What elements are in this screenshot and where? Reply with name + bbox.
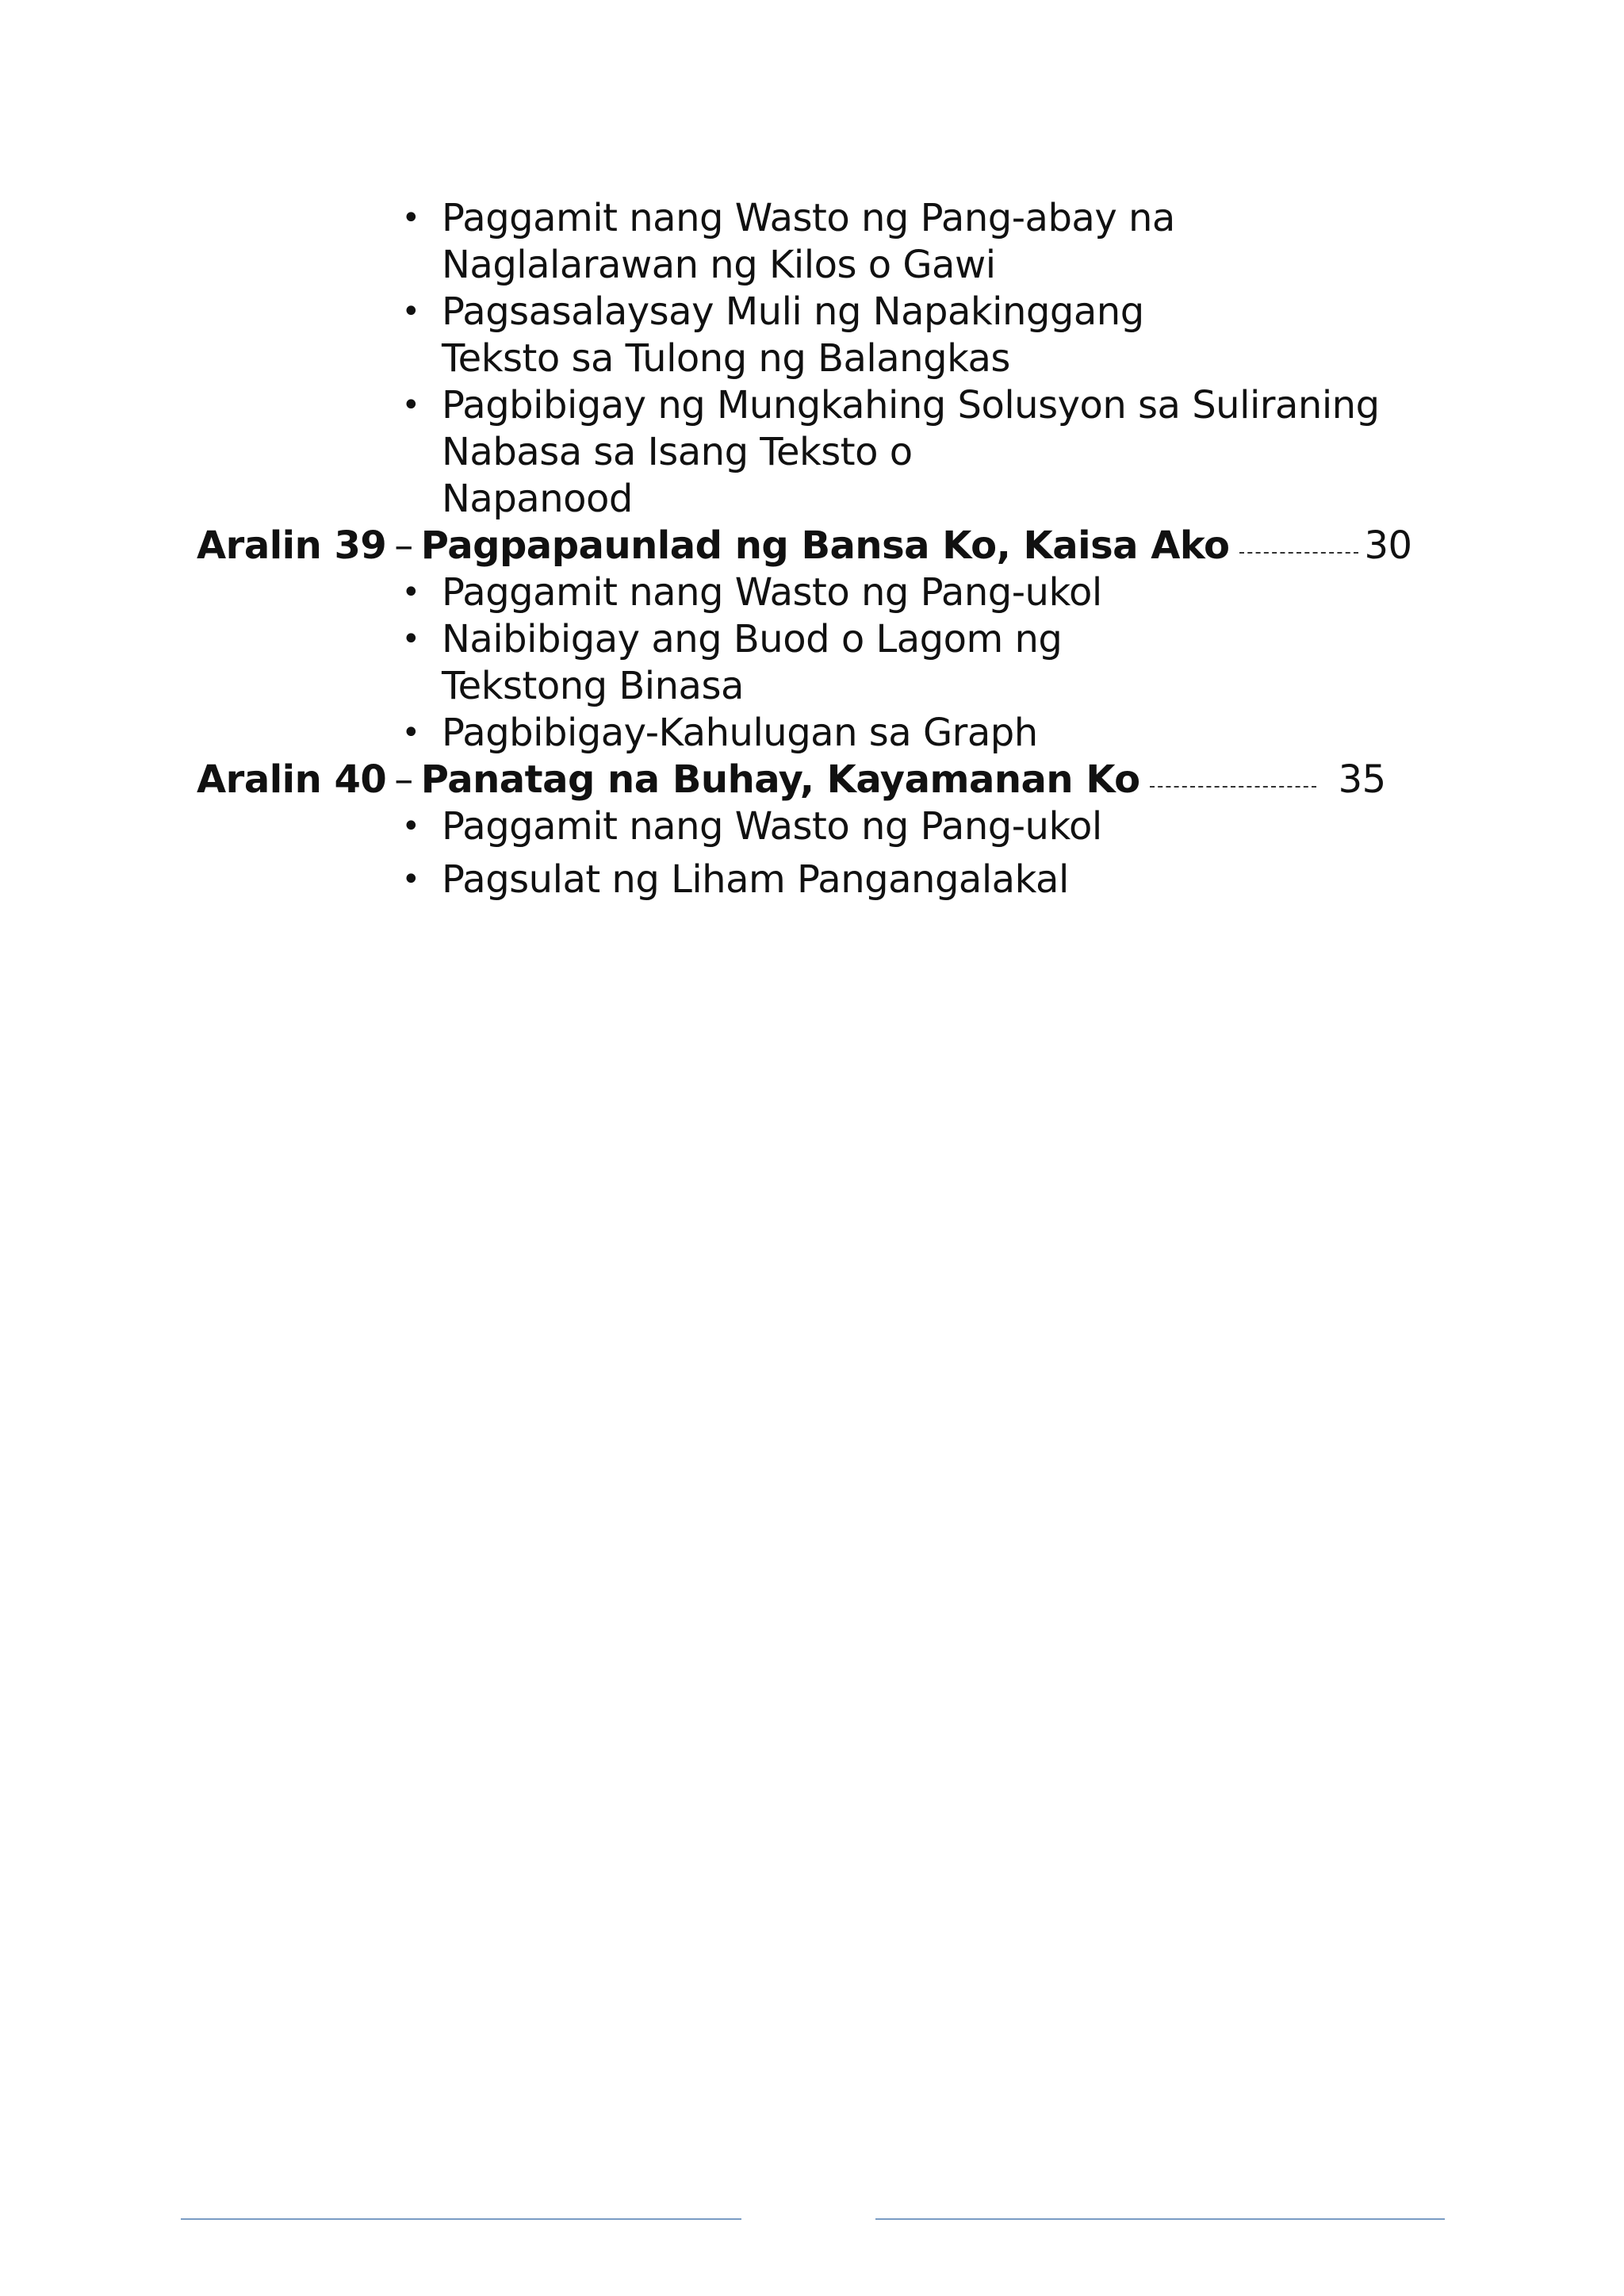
lesson-title: Pagpapaunlad ng Bansa Ko, Kaisa Ako bbox=[420, 523, 1230, 568]
bullet-icon: • bbox=[401, 621, 420, 657]
toc-item-text: Nabasa sa Isang Teksto o bbox=[442, 430, 913, 474]
lesson-heading-39[interactable] bbox=[197, 523, 1465, 569]
lesson-label: Aralin 39 bbox=[197, 523, 387, 568]
toc-item-text: Paggamit nang Wasto ng Pang-ukol bbox=[442, 804, 1102, 849]
toc-item-continuation bbox=[197, 242, 1465, 289]
lesson-dash: – bbox=[394, 757, 413, 802]
toc-item-continuation bbox=[197, 429, 1465, 476]
toc-item-text: Teksto sa Tulong ng Balangkas bbox=[442, 336, 1010, 381]
toc-item bbox=[197, 803, 1465, 850]
toc-item bbox=[197, 195, 1465, 242]
bullet-icon: • bbox=[401, 574, 420, 611]
toc-item-continuation bbox=[197, 476, 1465, 523]
toc-item-text: Pagsulat ng Liham Pangangalakal bbox=[442, 857, 1069, 902]
toc-item-text: Naglalarawan ng Kilos o Gawi bbox=[442, 243, 996, 287]
toc-item-text: Pagbibigay ng Mungkahing Solusyon sa Suliraning bbox=[442, 383, 1380, 427]
lesson-heading-40[interactable] bbox=[197, 757, 1465, 803]
bullet-icon: • bbox=[401, 808, 420, 845]
bullet-icon: • bbox=[401, 293, 420, 330]
toc-item-text: Paggamit nang Wasto ng Pang-abay na bbox=[442, 196, 1175, 240]
toc-item-text: Pagsasalaysay Muli ng Napakinggang bbox=[442, 289, 1144, 334]
bullet-icon: • bbox=[401, 387, 420, 424]
table-of-contents bbox=[197, 195, 1465, 903]
toc-item-text: Naibibigay ang Buod o Lagom ng bbox=[442, 617, 1063, 661]
toc-item-text: Napanood bbox=[442, 477, 633, 521]
lesson-page-number: 35 bbox=[1338, 757, 1386, 802]
bullet-icon: • bbox=[401, 200, 420, 236]
bullet-icon: • bbox=[401, 715, 420, 751]
toc-item bbox=[197, 382, 1465, 429]
toc-item-continuation bbox=[197, 663, 1465, 710]
toc-item-text: Pagbibigay-Kahulugan sa Graph bbox=[442, 711, 1038, 755]
toc-item-continuation bbox=[197, 335, 1465, 382]
bullet-icon: • bbox=[401, 861, 420, 898]
dot-leader bbox=[1150, 786, 1316, 788]
toc-item bbox=[197, 569, 1465, 616]
footer-rule-right bbox=[875, 2218, 1445, 2220]
lesson-dash: – bbox=[394, 523, 413, 568]
toc-item bbox=[197, 857, 1465, 903]
footer-rule-left bbox=[181, 2218, 741, 2220]
lesson-title: Panatag na Buhay, Kayamanan Ko bbox=[420, 757, 1140, 802]
toc-item bbox=[197, 616, 1465, 663]
toc-item-text: Tekstong Binasa bbox=[442, 664, 744, 708]
toc-item-text: Paggamit nang Wasto ng Pang-ukol bbox=[442, 570, 1102, 615]
toc-item bbox=[197, 710, 1465, 757]
lesson-label: Aralin 40 bbox=[197, 757, 387, 802]
toc-item bbox=[197, 289, 1465, 335]
dot-leader bbox=[1239, 552, 1358, 554]
lesson-page-number: 30 bbox=[1364, 523, 1412, 568]
